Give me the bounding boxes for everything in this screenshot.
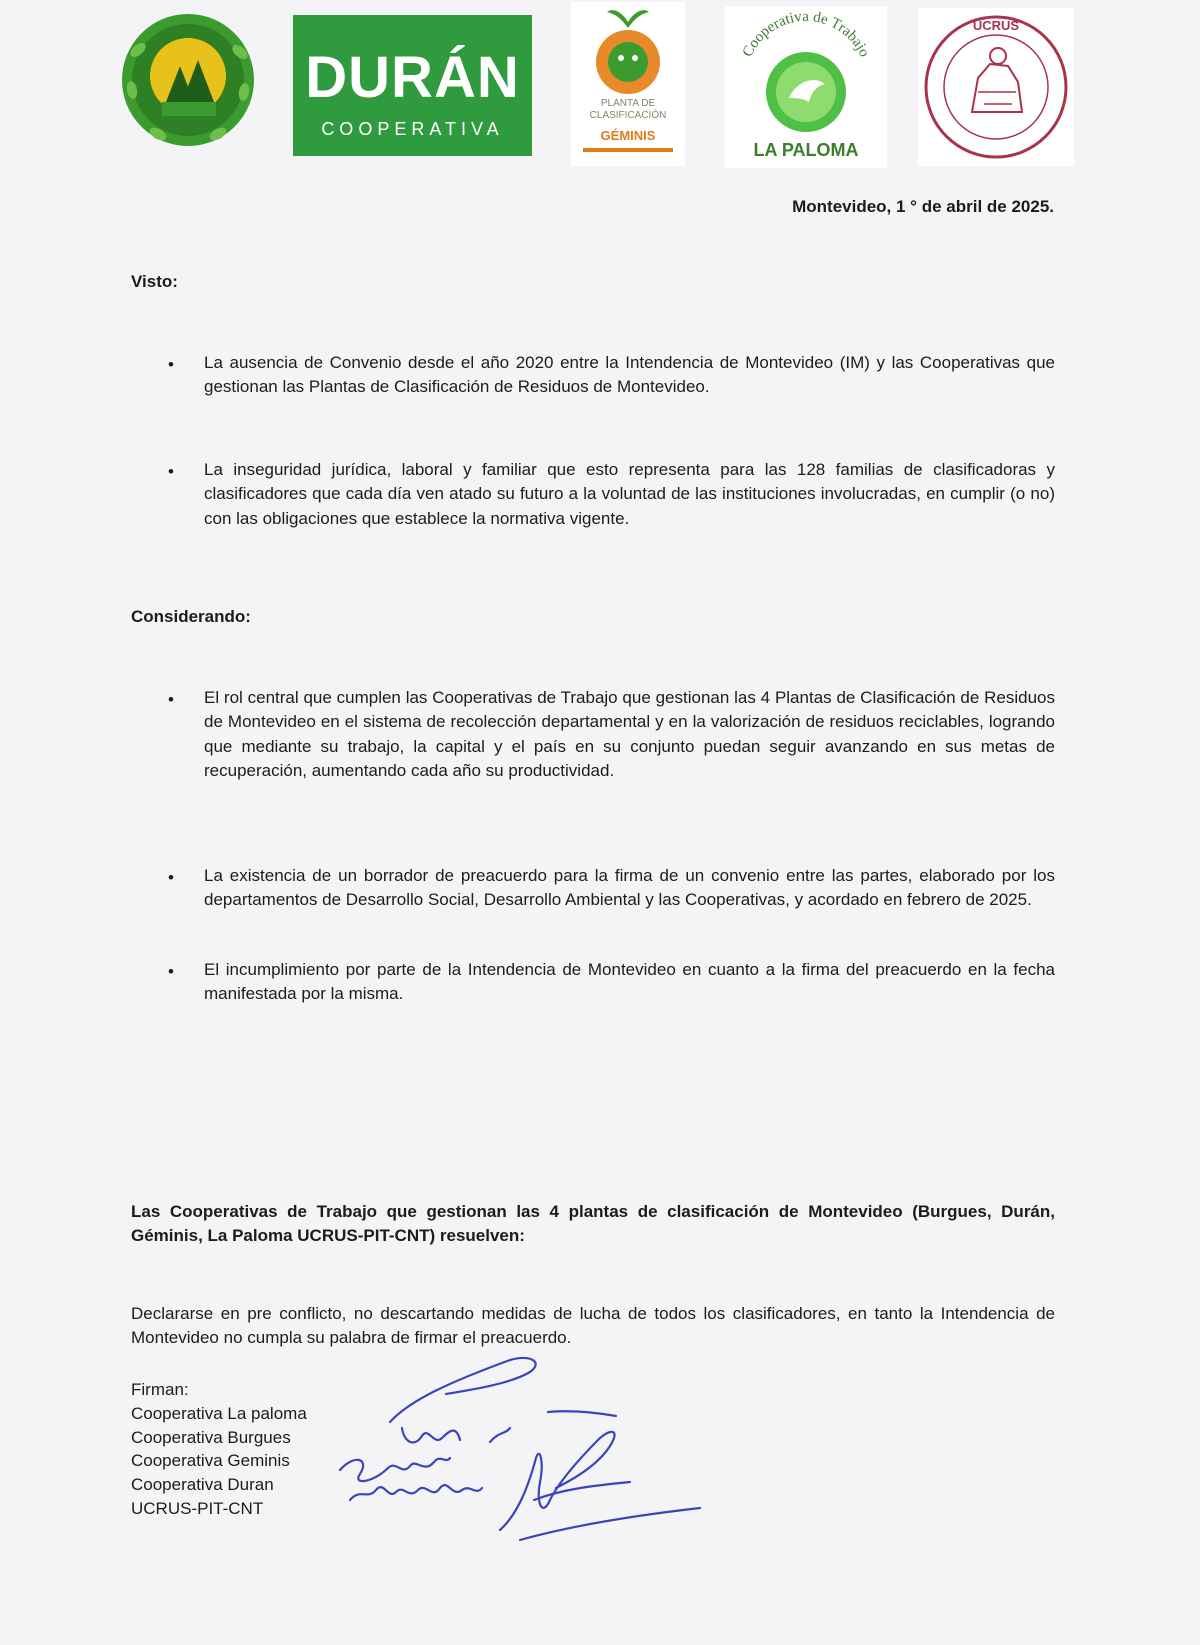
- considerando-item-1: El rol central que cumplen las Cooperativas de Trabajo que gestionan las 4 Plantas de Clasificación de Residuos de Montevideo en el sistema de recolección departamental y en la valorización de residuos reciclables, logrando que mediante su trabajo, la capital y el país en su conjunto puedan seguir avanzando en sus metas de recuperación, aumentando cada año su productividad.: [204, 688, 1055, 780]
- bullet-icon: •: [168, 690, 174, 709]
- visto-item-2: La inseguridad jurídica, laboral y familiar que esto representa para las 128 familias de clasificadoras y clasificadores que cada día ven atado su futuro a la voluntad de las instituciones involucradas, en cumplir (o no) con las obligaciones que establece la normativa vigente.: [204, 460, 1055, 528]
- handwritten-signatures: [330, 1350, 750, 1570]
- burgues-logo: [118, 10, 258, 150]
- geminis-logo-line1: PLANTA DE: [600, 98, 656, 109]
- bullet-icon: •: [168, 355, 174, 374]
- geminis-logo-caption: [571, 98, 685, 121]
- considerando-item-3: El incumplimiento por parte de la Intendencia de Montevideo en cuanto a la firma del preacuerdo en la fecha manifestada por la misma.: [204, 960, 1055, 1004]
- signers-block: [131, 1378, 307, 1521]
- geminis-logo: [571, 2, 685, 166]
- considerando-item-2: La existencia de un borrador de preacuerdo para la firma de un convenio entre las partes, elaborado por los departamentos de Desarrollo Social, Desarrollo Ambiental y las Cooperativas, y acordado en febrero de 2025.: [204, 866, 1055, 910]
- signer-item: Cooperativa La paloma: [131, 1403, 307, 1423]
- signers-label: Firman:: [131, 1380, 189, 1399]
- signer-item: UCRUS-PIT-CNT: [131, 1498, 264, 1518]
- duran-logo: [293, 15, 532, 156]
- bullet-icon: •: [168, 462, 174, 481]
- resolution-body: Declararse en pre conflicto, no descartando medidas de lucha de todos los clasificadores, en tanto la Intendencia de Montevideo no cumpla su palabra de firmar el preacuerdo.: [131, 1304, 1055, 1348]
- svg-text:Cooperativa de Trabajo: [740, 9, 873, 60]
- signer-item: Cooperativa Geminis: [131, 1451, 290, 1471]
- signer-item: Cooperativa Duran: [131, 1475, 274, 1495]
- considerando-heading: Considerando:: [131, 607, 251, 626]
- la-paloma-logo-top: Cooperativa de Trabajo: [739, 8, 873, 60]
- resolution-preamble: Las Cooperativas de Trabajo que gestionan las 4 plantas de clasificación de Montevideo (Burgues, Durán, Géminis, La Paloma UCRUS-PIT-CNT) resuelven:: [131, 1202, 1055, 1246]
- bullet-icon: •: [168, 868, 174, 887]
- la-paloma-logo: [725, 6, 887, 168]
- ucrus-logo: [918, 8, 1074, 166]
- ucrus-logo-name: UCRUS: [972, 18, 1020, 33]
- geminis-logo-line2: CLASIFICACIÓN: [589, 109, 667, 121]
- visto-item-1: La ausencia de Convenio desde el año 2020 entre la Intendencia de Montevideo (IM) y las Cooperativas que gestionan las Plantas de Clasificación de Residuos de Montevideo.: [204, 353, 1055, 397]
- geminis-logo-bar: [583, 148, 673, 152]
- visto-heading: Visto:: [131, 272, 178, 291]
- bullet-icon: •: [168, 962, 174, 981]
- la-paloma-logo-bottom: LA PALOMA: [753, 140, 859, 160]
- geminis-logo-name: GÉMINIS: [600, 128, 656, 143]
- signer-item: Cooperativa Burgues: [131, 1427, 291, 1447]
- document-date: Montevideo, 1 ° de abril de 2025.: [792, 197, 1054, 216]
- duran-logo-title: DURÁN: [305, 45, 520, 110]
- duran-logo-subtitle: COOPERATIVA: [321, 119, 504, 139]
